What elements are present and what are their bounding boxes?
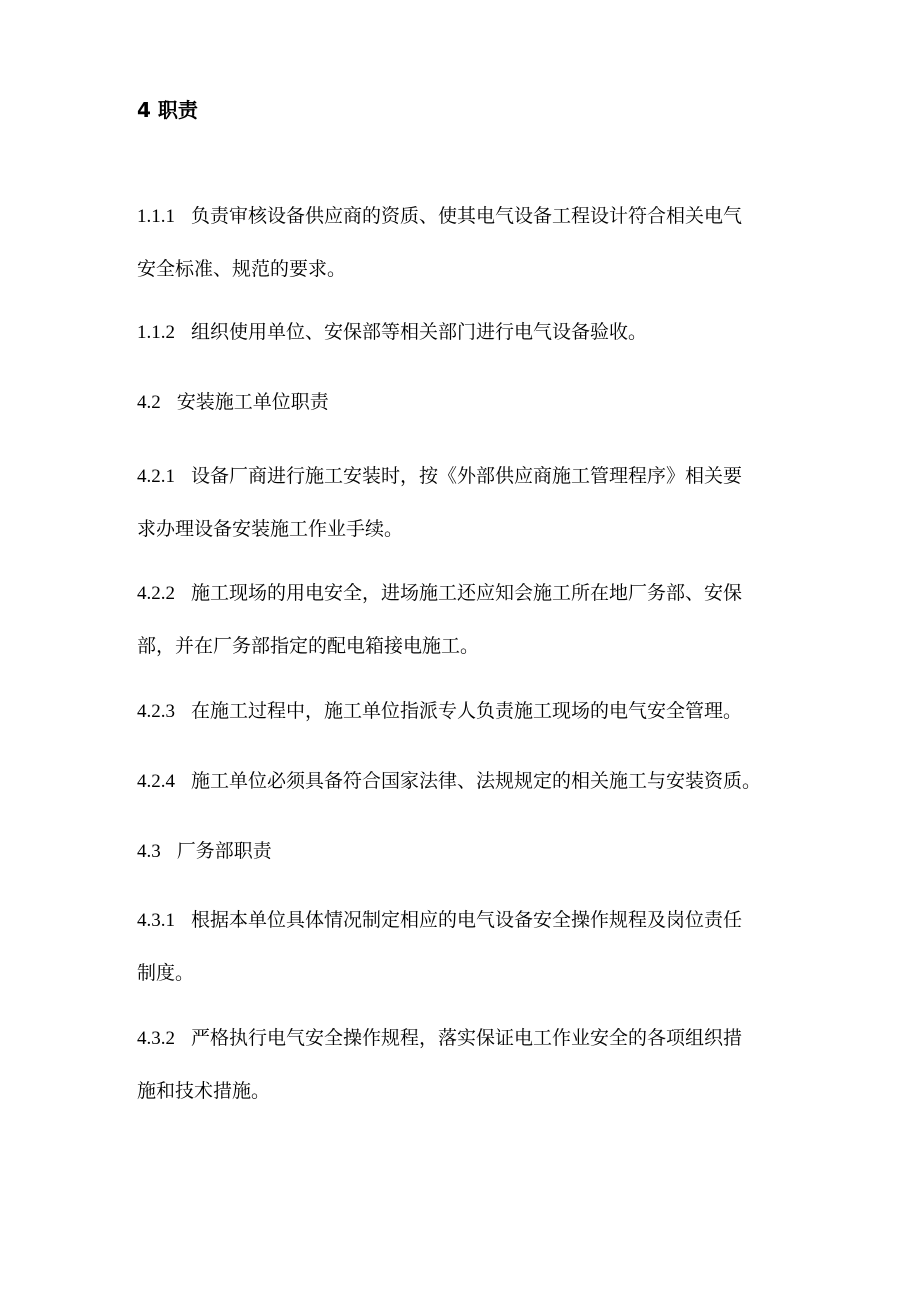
- paragraph-text: 施工现场的用电安全，进场施工还应知会施工所在地厂务部、安保: [191, 582, 743, 604]
- paragraph-number: 4.3.1: [137, 910, 175, 931]
- paragraph-1-1-1: [137, 190, 797, 295]
- paragraph-text: 负责审核设备供应商的资质、使其电气设备工程设计符合相关电气: [191, 205, 743, 227]
- paragraph-text: 求办理设备安装施工作业手续。: [137, 518, 404, 540]
- paragraph-number: 1.1.2: [137, 322, 175, 343]
- paragraph-text: 施工单位必须具备符合国家法律、法规规定的相关施工与安装资质。: [191, 770, 762, 792]
- paragraph-4-2-2: [137, 567, 797, 672]
- paragraph-4-2-3: [137, 685, 797, 738]
- paragraph-number: 1.1.1: [137, 206, 175, 227]
- paragraph-text: 严格执行电气安全操作规程，落实保证电工作业安全的各项组织措: [191, 1027, 743, 1049]
- paragraph-text: 施和技术措施。: [137, 1080, 271, 1102]
- paragraph-number: 4.3: [137, 841, 161, 862]
- paragraph-number: 4.2.4: [137, 771, 175, 792]
- paragraph-text: 安装施工单位职责: [176, 391, 329, 413]
- paragraph-text: 安全标准、规范的要求。: [137, 258, 347, 280]
- paragraph-text: 制度。: [137, 962, 195, 984]
- paragraph-4-3-1: [137, 894, 797, 999]
- paragraph-4-2: [137, 376, 797, 429]
- paragraph-number: 4.2.2: [137, 583, 175, 604]
- paragraph-4-3-2: [137, 1012, 797, 1117]
- paragraph-text: 根据本单位具体情况制定相应的电气设备安全操作规程及岗位责任: [191, 909, 743, 931]
- paragraph-text: 组织使用单位、安保部等相关部门进行电气设备验收。: [191, 321, 648, 343]
- paragraph-number: 4.2.3: [137, 701, 175, 722]
- paragraph-4-2-4: [137, 755, 797, 808]
- paragraph-4-2-1: [137, 450, 797, 555]
- paragraph-1-1-2: [137, 306, 797, 359]
- paragraph-4-3: [137, 825, 797, 878]
- section-heading: 4 职责: [137, 98, 198, 122]
- paragraph-number: 4.2.1: [137, 466, 175, 487]
- paragraph-text: 在施工过程中，施工单位指派专人负责施工现场的电气安全管理。: [191, 700, 743, 722]
- paragraph-text: 厂务部职责: [176, 840, 272, 862]
- paragraph-text: 部，并在厂务部指定的配电箱接电施工。: [137, 635, 480, 657]
- paragraph-number: 4.3.2: [137, 1028, 175, 1049]
- paragraph-text: 设备厂商进行施工安装时，按《外部供应商施工管理程序》相关要: [191, 465, 743, 487]
- paragraph-number: 4.2: [137, 392, 161, 413]
